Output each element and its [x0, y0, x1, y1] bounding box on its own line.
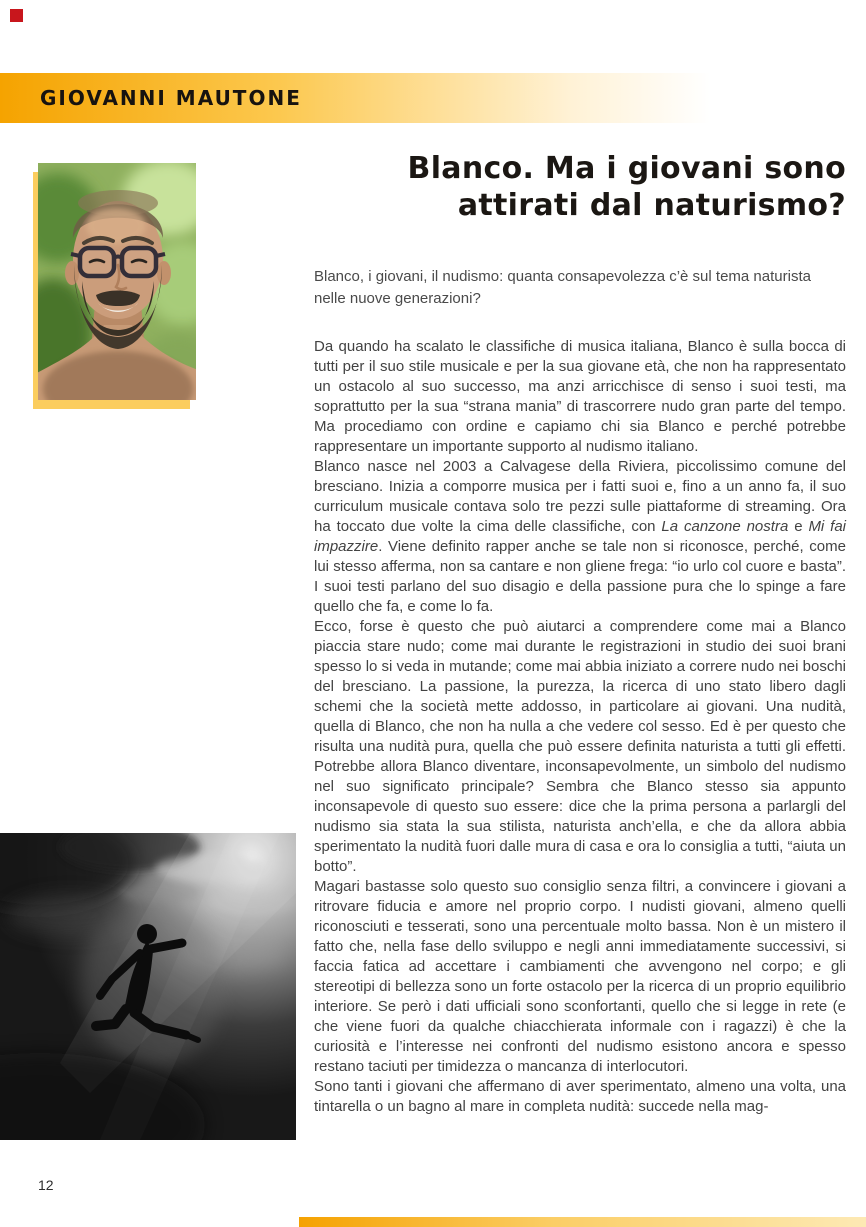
- article-body: [314, 337, 846, 1117]
- article-title-line1: Blanco. Ma i giovani sono: [407, 151, 846, 186]
- author-name: GIOVANNI MAUTONE: [40, 86, 302, 110]
- portrait-photo: [38, 163, 196, 400]
- article-title: [408, 150, 846, 224]
- article-standfirst: Blanco, i giovani, il nudismo: quanta consapevolezza c’è sul tema naturista nelle nuove generazioni?: [314, 268, 811, 307]
- page-number: 12: [38, 1177, 54, 1193]
- article-paragraph: Da quando ha scalato le classifiche di musica italiana, Blanco è sulla bocca di tutti per il suo stile musicale e per la sua giovane età, che non ha rappresentato un ostacolo al suo successo, ma anzi arricchisce di senso i suoi testi, ma soprattutto per la sua “strana mania” di trascorrere nudo gran parte del tempo. Ma procediamo con ordine e capiamo chi sia Blanco e perché potrebbe rappresentare un importante supporto al nudismo italiano.: [314, 338, 846, 455]
- article-paragraph: Blanco nasce nel 2003 a Calvagese della Riviera, piccolissimo comune del bresciano. Inizia a comporre musica per i fatti suoi e, fino a un anno fa, il suo curriculum musicale contava solo tre pezzi sulle piattaforme di streaming. Ora ha toccato due volte la cima delle classifiche, con La canzone nostra e Mi fai impazzire. Viene definito rapper anche se tale non si riconosce, perché, come lui stesso afferma, non sa cantare e non gliene frega: “io urlo col cuore e basta”. I suoi testi parlano del suo disagio e della passione pura che lo spinge a fare quello che fa, e come lo fa.: [314, 458, 847, 615]
- article-title-line2: attirati dal naturismo?: [457, 188, 846, 223]
- article-paragraph: Ecco, forse è questo che può aiutarci a comprendere come mai a Blanco piaccia stare nudo; come mai durante le registrazioni in studio dei suoi brani spesso lo si veda in mutande; come mai abbia iniziato a correre nudo nei boschi del bresciano. La passione, la purezza, la ricerca di uno stato libero dagli schemi che la società mette addosso, in particolare ai giovani. Una nudità, quella di Blanco, che non ha nulla a che vedere col sesso. Ed è per questo che risulta una nudità pura, quella che può essere definita naturista a tutti gli effetti. Potrebbe allora Blanco diventare, inconsapevolmente, un simbolo del nudismo nel suo significato principale? Sembra che Blanco stesso sia appunto inconsapevole di questo suo essere: dice che la prima persona a parlargli del nudismo sia stata la sua stilista, naturista anch’ella, e che da allora abbia sperimentato la nudità fuori dalle mura di casa e ora lo consiglia a tutti, “aiuta un botto”.: [314, 618, 846, 875]
- red-corner-mark: [10, 9, 23, 22]
- article-paragraph: Sono tanti i giovani che affermano di aver sperimentato, almeno una volta, una tintarella o un bagno al mare in completa nudità: succede nella mag-: [314, 1078, 846, 1115]
- author-header-bar: [0, 73, 866, 123]
- footer-accent-bar: [299, 1217, 866, 1227]
- underwater-photo: [0, 833, 296, 1140]
- article-paragraph: Magari bastasse solo questo suo consiglio senza filtri, a convincere i giovani a ritrovare fiducia e amore nel proprio corpo. I nudisti giovani, almeno quelli riconosciuti e tesserati, sono una percentuale molto bassa. Non è un mistero il fatto che, nella fase dello sviluppo e negli anni immediatamente successivi, si faccia fatica ad accettare i cambiamenti che avvengono nel corpo; e gli stereotipi di bellezza sono un forte ostacolo per la ricerca di un proprio equilibrio interiore. Se però i dati ufficiali sono sconfortanti, quello che si legge in rete (e che viene fuori da qualche chiacchierata informale con i ragazzi) è che la curiosità e l’interesse nei confronti del nudismo esistono ancora e spesso restano taciuti per timidezza o mancanza di interlocutori.: [314, 878, 846, 1075]
